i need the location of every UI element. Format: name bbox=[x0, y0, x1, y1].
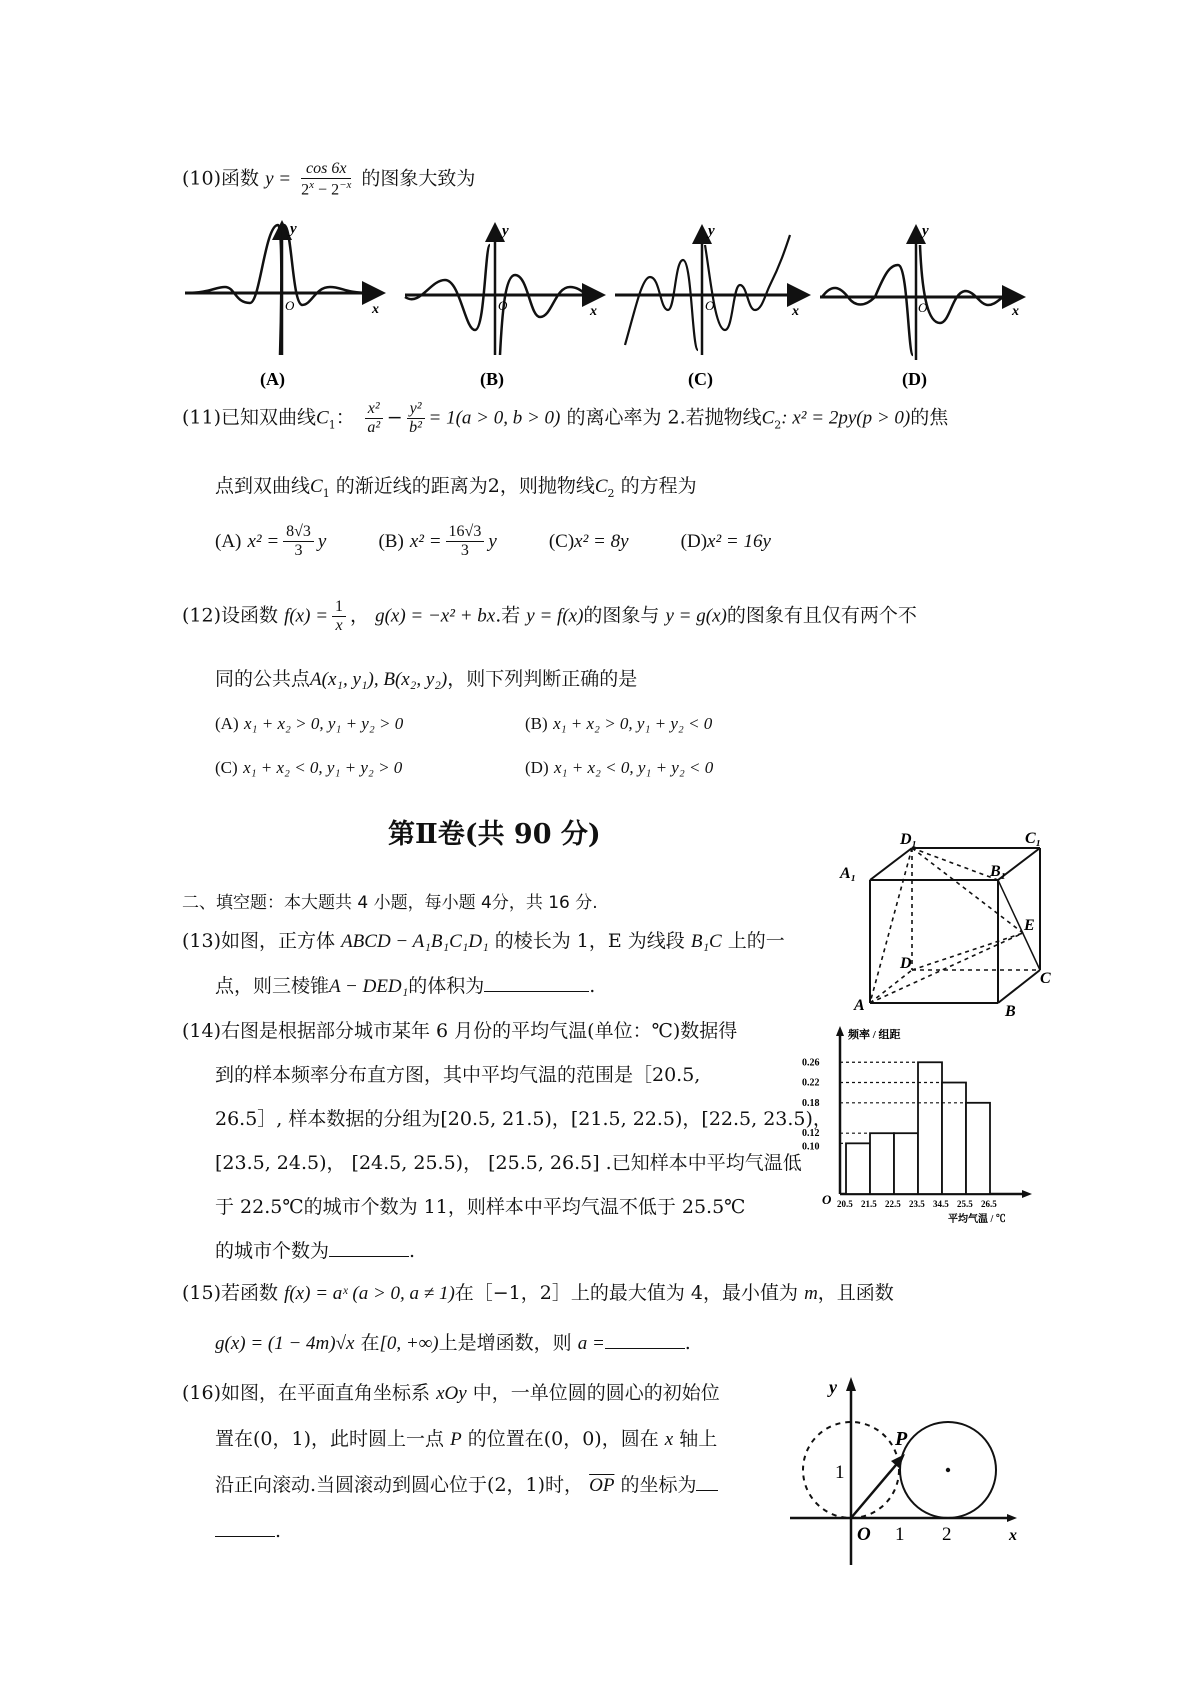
q13-text-a: 如图，正方体 bbox=[221, 930, 336, 952]
q16-line3-b: 的坐标为 bbox=[620, 1474, 697, 1496]
graph-a-y-label: y bbox=[290, 221, 297, 237]
q12-f-num: 1 bbox=[332, 598, 346, 617]
q11-line2-c1-sub: 1 bbox=[322, 486, 330, 500]
q13-line1 bbox=[182, 930, 785, 954]
hist-xtick-7: 26.5 bbox=[981, 1199, 997, 1209]
hist-ytick-0.12: 0.12 bbox=[802, 1128, 820, 1140]
q12-option-a-expr: x₁ + x₂ > 0, y₁ + y₂ > 0 bbox=[244, 714, 404, 733]
q15-fx: f(x) = aˣ (a > 0, a ≠ 1) bbox=[284, 1283, 455, 1304]
hist-x-arrow bbox=[1022, 1190, 1032, 1198]
rolled-circle-center bbox=[946, 1468, 950, 1472]
q10-suffix: 的图象大致为 bbox=[361, 167, 476, 190]
q10-den-base2: 2 bbox=[331, 180, 340, 198]
hist-y-label: 频率 / 组距 bbox=[848, 1029, 901, 1041]
q13-answer-blank[interactable] bbox=[484, 975, 589, 992]
q12-option-c-expr: x₁ + x₂ < 0, y₁ + y₂ > 0 bbox=[243, 758, 403, 777]
hist-xtick-3: 22.5 bbox=[885, 1199, 901, 1209]
circle-y-arrow bbox=[846, 1377, 856, 1391]
q11-option-b-den: 3 bbox=[460, 541, 469, 559]
histogram-chart bbox=[800, 1022, 1030, 1225]
q14-line6-a: 的城市个数为 bbox=[215, 1240, 330, 1262]
q14-answer-blank[interactable] bbox=[329, 1240, 409, 1257]
q10-den-minus: − bbox=[314, 180, 332, 198]
q15-m: m bbox=[804, 1283, 818, 1304]
q11-option-a-num: 8√3 bbox=[283, 523, 314, 542]
circle-y-tick-1: 1 bbox=[835, 1462, 845, 1483]
q11-frac-x bbox=[365, 400, 383, 437]
q12-line2 bbox=[215, 668, 637, 692]
q12-option-a-label: (A) bbox=[215, 714, 239, 733]
q11-option-a-frac bbox=[283, 523, 314, 560]
hist-xtick-5: 34.5 bbox=[933, 1199, 949, 1209]
q13-text-b: 的棱长为 1，E 为线段 bbox=[494, 930, 685, 952]
q11-option-b[interactable] bbox=[378, 523, 497, 559]
q15-interval: [0, +∞) bbox=[379, 1333, 439, 1354]
hist-bar-1 bbox=[846, 1143, 870, 1194]
graph-a-label: (A) bbox=[260, 369, 285, 389]
op-vector-line bbox=[851, 1459, 901, 1518]
q13-end: . bbox=[589, 975, 596, 997]
circle-x-arrow bbox=[1007, 1514, 1017, 1522]
hidden-de bbox=[912, 933, 1023, 970]
circle-p-label: P bbox=[895, 1428, 908, 1450]
q16-end: . bbox=[275, 1520, 282, 1542]
q12-g-def: g(x) = −x² + bx bbox=[375, 605, 496, 627]
label-b: B bbox=[1005, 1003, 1016, 1020]
q12-number: (12) bbox=[182, 604, 222, 627]
hist-ytick-0.22: 0.22 bbox=[802, 1077, 820, 1089]
q12-text-a: 设函数 bbox=[221, 604, 279, 627]
label-a: A bbox=[854, 997, 865, 1014]
q10-den-base1: 2 bbox=[301, 180, 310, 198]
part2-section-heading: 二、填空题：本大题共 4 小题，每小题 4分，共 16 分. bbox=[182, 893, 598, 913]
hist-xtick-1: 20.5 bbox=[837, 1199, 853, 1209]
graph-a-origin: O bbox=[285, 298, 295, 313]
label-d1: D₁ bbox=[900, 831, 918, 848]
q11-option-a-label: (A) bbox=[215, 530, 242, 552]
graph-b-origin: O bbox=[498, 298, 508, 313]
rolling-circle-figure bbox=[785, 1375, 1020, 1570]
q14-line4: [23.5, 24.5)， [24.5, 25.5)， [25.5, 26.5] .已知样本中平均气温低 bbox=[215, 1152, 802, 1174]
q11-option-b-num: 16√3 bbox=[446, 523, 485, 542]
q12-line2-a: 同的公共点 bbox=[215, 668, 311, 690]
q11-options bbox=[215, 523, 771, 560]
q12-line1 bbox=[182, 598, 917, 635]
q16-number: (16) bbox=[182, 1382, 222, 1404]
q11-line2-c: 的方程为 bbox=[620, 475, 697, 497]
graph-a-curve bbox=[185, 225, 370, 355]
q12-option-d-expr: x₁ + x₂ < 0, y₁ + y₂ < 0 bbox=[554, 758, 714, 777]
q13-cube: ABCD − A₁B₁C₁D₁ bbox=[341, 931, 489, 952]
q12-text-c: 的图象与 bbox=[583, 604, 660, 627]
hist-y-arrow bbox=[836, 1026, 844, 1036]
q16-line2-b: 的位置在(0，0)，圆在 bbox=[467, 1428, 659, 1450]
q10-y-eq: y = bbox=[265, 168, 292, 190]
q11-option-b-lhs: x² = bbox=[409, 530, 442, 552]
q12-option-d[interactable] bbox=[525, 758, 713, 778]
hist-bar-3 bbox=[894, 1133, 918, 1194]
q10-prefix: 函数 bbox=[221, 167, 260, 190]
q11-option-b-rhs: y bbox=[488, 530, 497, 552]
q13-line2-a: 点，则三棱锥 bbox=[215, 975, 330, 997]
q15-text-c: ，且函数 bbox=[817, 1282, 894, 1304]
q11-c2-sub: 2 bbox=[774, 418, 782, 432]
circle-y-label: y bbox=[829, 1377, 837, 1397]
q10-number: (10) bbox=[182, 167, 222, 190]
q11-line2-c1: C bbox=[310, 476, 323, 497]
q11-option-b-frac bbox=[446, 523, 485, 560]
hist-xtick-2: 21.5 bbox=[861, 1199, 877, 1209]
hist-ytick-0.18: 0.18 bbox=[802, 1097, 820, 1109]
q16-line4 bbox=[215, 1520, 281, 1543]
q14-number: (14) bbox=[182, 1020, 222, 1042]
q12-yg: y = g(x) bbox=[665, 605, 727, 627]
q11-option-d-expr: x² = 16y bbox=[707, 530, 771, 552]
q11-frac-x-num: x² bbox=[365, 400, 383, 419]
q12-f-frac bbox=[332, 598, 346, 635]
label-b1: B₁ bbox=[990, 863, 1007, 880]
q12-f-den: x bbox=[335, 616, 343, 634]
q11-c2: C bbox=[761, 407, 775, 429]
circle-x-tick-2: 2 bbox=[942, 1524, 952, 1545]
q12-f-def: f(x) = bbox=[284, 605, 329, 627]
q11-frac-y bbox=[407, 400, 425, 437]
q11-line1: (11)已知双曲线$C_1$： $\frac{\text{x²}}{\text{a²}}$ − $\frac{\text{y²}}{\text{b²}}$ = 1(a > 0, b > 0) 的离心率为 2.若抛物线$C_2$: x² = 2py(p > 0)的焦 bbox=[182, 400, 949, 436]
q12-text-b: .若 bbox=[495, 604, 521, 627]
q11-option-c-label: (C) bbox=[548, 530, 575, 552]
q14-line2: 到的样本频率分布直方图，其中平均气温的范围是［20.5, bbox=[215, 1064, 701, 1086]
q16-line2 bbox=[215, 1428, 717, 1452]
q15-line2 bbox=[215, 1332, 691, 1356]
graph-c-x-label: x bbox=[792, 304, 799, 319]
q16-p: P bbox=[450, 1429, 462, 1450]
hist-bar-6 bbox=[966, 1103, 990, 1194]
q10-fraction bbox=[301, 160, 351, 199]
q11-line2-b: 的渐近线的距离为2，则抛物线 bbox=[335, 475, 595, 497]
cube-figure bbox=[840, 830, 1051, 1020]
hidden-d1e bbox=[912, 848, 1023, 933]
hidden-ae bbox=[870, 933, 1023, 1003]
q16-line3-a: 沿正向滚动.当圆滚动到圆心位于(2，1)时， bbox=[215, 1474, 584, 1496]
q16-x: x bbox=[664, 1429, 674, 1450]
hist-bar-2 bbox=[870, 1133, 894, 1194]
q14-line1 bbox=[182, 1020, 737, 1043]
q11-option-a-den: 3 bbox=[294, 541, 303, 559]
q11-line2-a: 点到双曲线 bbox=[215, 475, 311, 497]
q10-graphs bbox=[180, 215, 1040, 390]
q12-option-c[interactable] bbox=[215, 758, 402, 778]
q15-end: . bbox=[684, 1332, 691, 1354]
q13-text-c: 上的一 bbox=[727, 930, 785, 952]
graph-d-y-label: y bbox=[922, 223, 929, 239]
q16-answer-blank-2[interactable] bbox=[215, 1520, 275, 1537]
q11-option-d[interactable] bbox=[681, 530, 771, 552]
q15-line2-b: 上是增函数，则 bbox=[438, 1332, 572, 1354]
q12-option-c-label: (C) bbox=[215, 758, 238, 777]
label-c: C bbox=[1040, 970, 1051, 987]
graph-d-origin: O bbox=[918, 300, 928, 315]
q10-stem bbox=[182, 160, 475, 199]
label-d: D bbox=[900, 955, 912, 972]
q11-frac-y-num: y² bbox=[407, 400, 425, 419]
graph-c-label: (C) bbox=[688, 369, 713, 389]
q11-option-a[interactable] bbox=[215, 523, 327, 559]
q11-text-c: 的焦 bbox=[910, 406, 949, 429]
q10-numerator: cos 6x bbox=[301, 160, 351, 179]
q11-option-c-expr: x² = 8y bbox=[574, 530, 629, 552]
q11-parabola: : x² = 2py(p > 0) bbox=[781, 407, 911, 429]
q13-pyramid: A − DED₁ bbox=[329, 976, 409, 997]
q12-option-b-expr: x₁ + x₂ > 0, y₁ + y₂ < 0 bbox=[553, 714, 713, 733]
label-c1: C₁ bbox=[1025, 830, 1042, 847]
graph-b-y-label: y bbox=[502, 223, 509, 239]
q15-number: (15) bbox=[182, 1282, 222, 1304]
graph-a[interactable] bbox=[185, 221, 380, 390]
q11-colon: ： bbox=[335, 406, 355, 429]
q16-line3 bbox=[215, 1474, 718, 1498]
q12-text-d: 的图象有且仅有两个不 bbox=[726, 604, 917, 627]
q11-option-d-label: (D) bbox=[680, 530, 708, 552]
q11-text-b: 的离心率为 2.若抛物线 bbox=[566, 406, 762, 429]
op-vector-arrowhead bbox=[891, 1454, 905, 1468]
graph-b-label: (B) bbox=[480, 369, 504, 389]
q16-answer-blank-1[interactable] bbox=[696, 1474, 718, 1491]
q11-line2-c2: C bbox=[594, 476, 608, 497]
q11-option-c[interactable] bbox=[549, 530, 629, 552]
q11-number: (11) bbox=[182, 406, 222, 429]
q15-gx: g(x) = (1 − 4m)√x bbox=[215, 1333, 355, 1354]
q12-points: A(x₁, y₁), B(x₂, y₂) bbox=[310, 669, 448, 690]
graph-b-x-label: x bbox=[590, 304, 597, 319]
circle-origin-label: O bbox=[857, 1524, 871, 1545]
q14-line5: 于 22.5℃的城市个数为 11，则样本中平均气温不低于 25.5℃ bbox=[215, 1196, 746, 1218]
graph-c-origin: O bbox=[705, 298, 715, 313]
q16-line1 bbox=[182, 1382, 720, 1406]
q10-denominator bbox=[301, 179, 351, 200]
hist-xtick-4: 23.5 bbox=[909, 1199, 925, 1209]
q11-option-a-lhs: x² = bbox=[247, 530, 280, 552]
hidden-d1b1 bbox=[912, 848, 998, 880]
q11-option-a-rhs: y bbox=[317, 530, 327, 552]
graph-a-x-label: x bbox=[372, 302, 379, 317]
q13-seg: B₁C bbox=[690, 931, 722, 952]
edge-a1d1 bbox=[870, 848, 912, 880]
q12-yf: y = f(x) bbox=[526, 605, 584, 627]
q14-line6 bbox=[215, 1240, 415, 1263]
q12-line2-b: ，则下列判断正确的是 bbox=[447, 668, 638, 690]
q11-line2 bbox=[215, 475, 697, 500]
part2-title: 第Ⅱ卷(共 90 分) bbox=[388, 819, 601, 850]
q16-text-a: 如图，在平面直角坐标系 bbox=[221, 1382, 431, 1404]
q12-option-b[interactable] bbox=[525, 714, 712, 734]
hidden-ad bbox=[870, 970, 912, 1003]
hist-ytick-0.10: 0.10 bbox=[802, 1141, 820, 1153]
edge-bc bbox=[998, 970, 1040, 1003]
hist-origin: O bbox=[822, 1192, 832, 1207]
q11-frac-y-den: b² bbox=[409, 418, 422, 436]
hist-ytick-0.26: 0.26 bbox=[802, 1057, 820, 1069]
graph-d-x-label: x bbox=[1012, 304, 1019, 319]
label-e: E bbox=[1024, 917, 1035, 934]
graph-d[interactable] bbox=[820, 223, 1020, 390]
graph-c[interactable] bbox=[615, 223, 805, 390]
q12-option-b-label: (B) bbox=[525, 714, 548, 733]
q14-line1-text: 右图是根据部分城市某年 6 月份的平均气温(单位：℃)数据得 bbox=[221, 1020, 738, 1042]
q16-line2-a: 置在(0，1)，此时圆上一点 bbox=[215, 1428, 445, 1450]
q12-comma: ， bbox=[350, 604, 370, 627]
q11-c1: C bbox=[316, 407, 329, 429]
q11-text-a: 已知双曲线 bbox=[221, 406, 317, 429]
q16-line2-c: 轴上 bbox=[679, 1428, 718, 1450]
q14-line3: 26.5］, 样本数据的分组为[20.5, 21.5)，[21.5, 22.5)，[22.5, 23.5)， bbox=[215, 1108, 832, 1130]
label-a1: A₁ bbox=[840, 865, 857, 882]
q11-line2-c2-sub: 2 bbox=[607, 486, 615, 500]
q10-den-exp1: x bbox=[309, 178, 315, 191]
hist-xtick-6: 25.5 bbox=[957, 1199, 973, 1209]
q11-option-b-label: (B) bbox=[378, 530, 404, 552]
graph-c-curve bbox=[625, 235, 790, 350]
q13-number: (13) bbox=[182, 930, 222, 952]
circle-x-tick-1: 1 bbox=[895, 1524, 905, 1545]
q16-op-vector: $\overline{OP}$ bbox=[589, 1475, 615, 1496]
q12-option-a[interactable] bbox=[215, 714, 403, 734]
graph-c-y-label: y bbox=[708, 223, 715, 239]
hist-bar-5 bbox=[942, 1083, 966, 1194]
hidden-d1a bbox=[870, 848, 912, 1003]
q15-a-eq: a = bbox=[577, 1333, 605, 1354]
q16-text-b: 中，一单位圆的圆心的初始位 bbox=[472, 1382, 720, 1404]
q11-frac-x-den: a² bbox=[367, 418, 381, 436]
q15-line1 bbox=[182, 1282, 894, 1306]
q16-xoy: xOy bbox=[436, 1383, 467, 1404]
q15-text-b: 在［−1，2］上的最大值为 4，最小值为 bbox=[454, 1282, 799, 1304]
q15-text-a: 若函数 bbox=[221, 1282, 279, 1304]
q13-line2 bbox=[215, 975, 595, 999]
q14-end: . bbox=[409, 1240, 416, 1262]
graph-d-label: (D) bbox=[902, 369, 927, 389]
q13-line2-b: 的体积为 bbox=[408, 975, 485, 997]
hist-x-label: 平均气温 / ℃ bbox=[948, 1214, 1006, 1225]
q12-option-d-label: (D) bbox=[525, 758, 549, 777]
q15-answer-blank[interactable] bbox=[605, 1332, 685, 1349]
q11-hyperbola-tail: = 1(a > 0, b > 0) bbox=[428, 407, 561, 429]
circle-x-label: x bbox=[1009, 1527, 1017, 1544]
q15-line2-a: 在 bbox=[360, 1332, 380, 1354]
q10-den-exp2: −x bbox=[339, 178, 352, 191]
graph-b[interactable] bbox=[405, 223, 600, 390]
q11-c1-sub: 1 bbox=[328, 418, 336, 432]
